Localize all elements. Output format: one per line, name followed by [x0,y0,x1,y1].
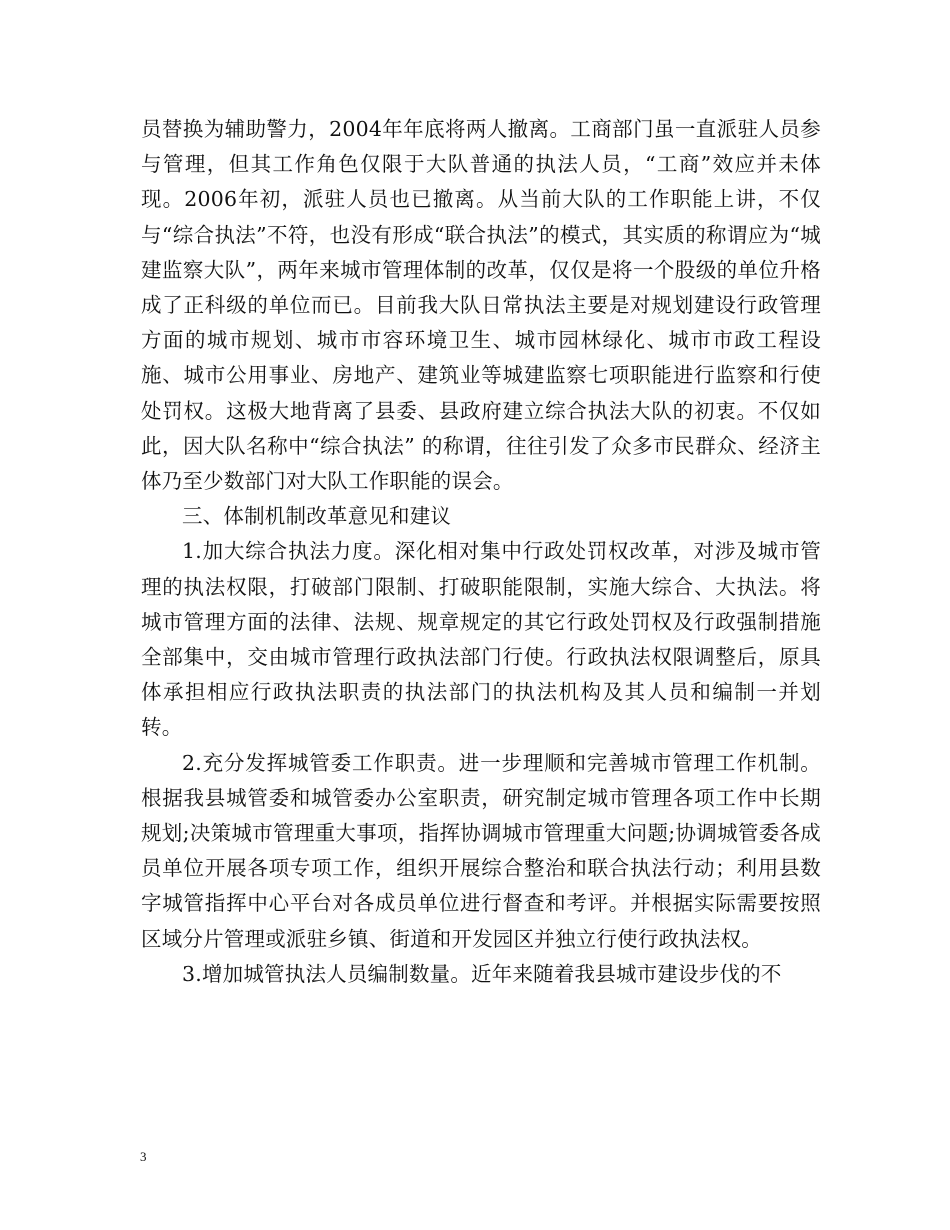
paragraph-item-2: 2.充分发挥城管委工作职责。进一步理顺和完善城市管理工作机制。根据我县城管委和城管委办公室职责，研究制定城市管理各项工作中长期规划;决策城市管理重大事项，指挥协调城市管理重大问题;协调城管委各成员单位开展各项专项工作，组织开展综合整治和联合执法行动；利用县数字城管指挥中心平台对各成员单位进行督查和考评。并根据实际需要按照区域分片管理或派驻乡镇、街道和开发园区并独立行使行政执法权。 [141,750,821,951]
section-heading: 三、体制机制改革意见和建议 [182,504,452,529]
paragraph-item-3: 3.增加城管执法人员编制数量。近年来随着我县城市建设步伐的不 [182,961,782,986]
page-number: 3 [140,1149,147,1164]
paragraph-continuation: 员替换为辅助警力，2004年年底将两人撤离。工商部门虽一直派驻人员参与管理，但其工作角色仅限于大队普通的执法人员，“工商”效应并未体现。2006年初，派驻人员也已撤离。从当前大队的工作职能上讲，不仅与“综合执法”不符，也没有形成“联合执法”的模式，其实质的称谓应为“城建监察大队”，两年来城市管理体制的改革，仅仅是将一个股级的单位升格成了正科级的单位而已。目前我大队日常执法主要是对规划建设行政管理方面的城市规划、城市市容环境卫生、城市园林绿化、城市市政工程设施、城市公用事业、房地产、建筑业等城建监察七项职能进行监察和行使处罚权。这极大地背离了县委、县政府建立综合执法大队的初衷。不仅如此，因大队名称中“综合执法” 的称谓，往往引发了众多市民群众、经济主体乃至少数部门对大队工作职能的误会。 [141,117,821,494]
document-body [141,112,821,992]
paragraph-item-1: 1.加大综合执法力度。深化相对集中行政处罚权改革，对涉及城市管理的执法权限，打破部门限制、打破职能限制，实施大综合、大执法。将城市管理方面的法律、法规、规章规定的其它行政处罚权及行政强制措施全部集中，交由城市管理行政执法部门行使。行政执法权限调整后，原具体承担相应行政执法职责的执法部门的执法机构及其人员和编制一并划转。 [141,539,821,740]
